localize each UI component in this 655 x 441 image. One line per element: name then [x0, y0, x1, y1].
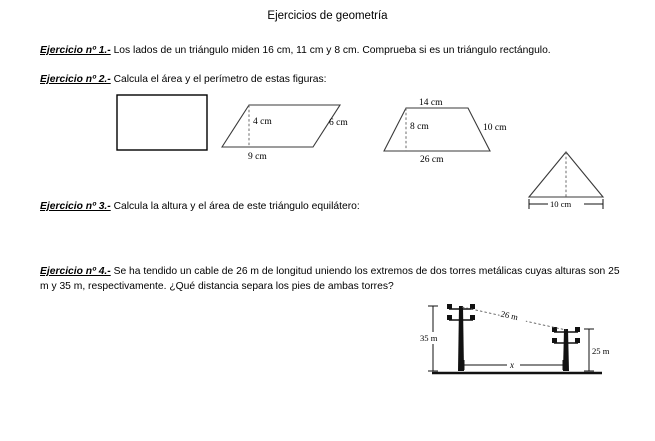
parallelogram-base-label: 9 cm — [248, 152, 267, 162]
parallelogram-shape — [222, 105, 340, 147]
exercise-4-label: Ejercicio nº 4.- — [40, 266, 111, 277]
right-tower-insulator-3 — [552, 338, 557, 343]
page-title: Ejercicios de geometría — [267, 10, 388, 22]
right-tower-mast — [563, 329, 569, 371]
left-tower-insulator-2 — [470, 304, 475, 309]
left-tower-height-label: 35 m — [420, 333, 438, 343]
rectangle-shape — [117, 95, 207, 150]
parallelogram-side-label: 6 cm — [329, 118, 348, 128]
exercise-3-text: Calcula la altura y el área de este triángulo equilátero: — [110, 201, 360, 212]
exercise-4-text: Se ha tendido un cable de 26 m de longitud uniendo los extremos de dos torres metálicas cuyas alturas son 25 m y 35 m, respectivamente. ¿Qué distancia separa los pies de ambas torres? — [40, 266, 620, 292]
trapezoid-side-label: 10 cm — [483, 123, 507, 133]
exercise-4-paragraph — [40, 264, 620, 294]
figure-parallelogram — [214, 92, 354, 162]
trapezoid-shape — [384, 108, 490, 151]
exercise-2-text: Calcula el área y el perímetro de estas figuras: — [110, 74, 327, 85]
parallelogram-height-label: 4 cm — [253, 117, 272, 127]
trapezoid-base-label: 26 cm — [420, 155, 444, 165]
right-height-dimension — [584, 329, 610, 371]
trapezoid-top-label: 14 cm — [419, 98, 443, 108]
distance-label: x — [510, 360, 514, 370]
left-tower-insulator-3 — [447, 315, 452, 320]
triangle-base-label: 10 cm — [550, 199, 572, 209]
right-tower-insulator-4 — [575, 338, 580, 343]
right-tower-insulator-1 — [552, 327, 557, 332]
exercise-3-label: Ejercicio nº 3.- — [40, 201, 111, 212]
right-tower — [552, 327, 580, 371]
figure-trapezoid — [372, 88, 522, 168]
exercise-1-text: Los lados de un triángulo miden 16 cm, 11 cm y 8 cm. Comprueba si es un triángulo rectángulo. — [110, 45, 551, 56]
exercise-1-paragraph — [40, 43, 630, 58]
exercise-2-paragraph — [40, 72, 540, 87]
left-tower-insulator-4 — [470, 315, 475, 320]
figure-rectangle — [112, 92, 212, 156]
left-tower-insulator-1 — [447, 304, 452, 309]
figure-towers — [416, 298, 610, 388]
left-tower-mast — [458, 306, 464, 371]
exercise-2-label: Ejercicio nº 2.- — [40, 74, 111, 85]
cable-length-label: 26 m — [499, 308, 520, 323]
trapezoid-height-label: 8 cm — [410, 122, 429, 132]
left-height-dimension — [419, 306, 447, 371]
right-tower-height-label: 25 m — [592, 346, 610, 356]
right-tower-insulator-2 — [575, 327, 580, 332]
left-tower — [447, 304, 475, 371]
exercise-3-paragraph — [40, 199, 540, 214]
exercise-1-label: Ejercicio nº 1.- — [40, 45, 111, 56]
distance-dimension — [464, 359, 563, 370]
